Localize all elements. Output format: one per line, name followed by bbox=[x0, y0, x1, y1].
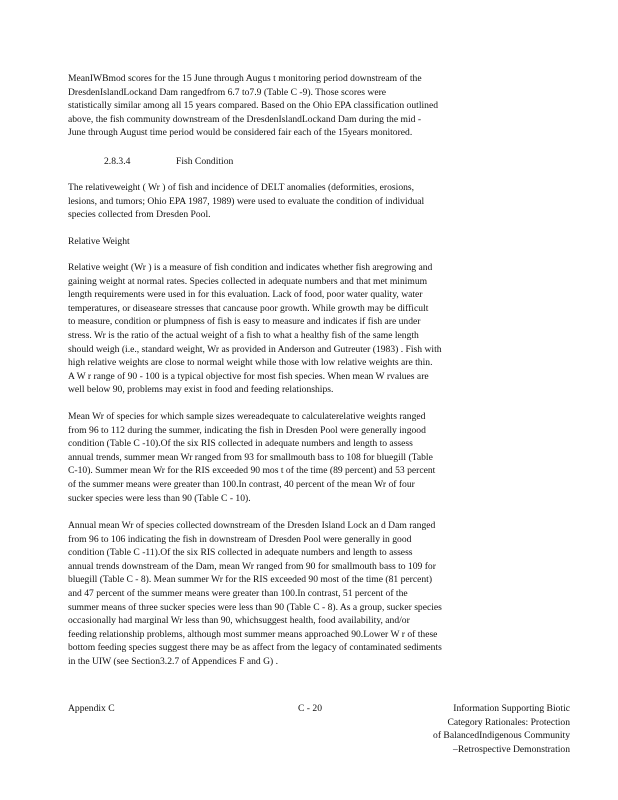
text-line: high relative weights are close to normal weight while those with low relative weights are thin. bbox=[68, 357, 433, 369]
paragraph-fish-condition bbox=[68, 181, 534, 222]
text-line: MeanIWBmod scores for the 15 June through Augus t monitoring period downstream of the bbox=[68, 73, 422, 84]
section-title: Fish Condition bbox=[176, 156, 234, 167]
text-line: Relative weight (Wr ) is a measure of fish condition and indicates whether fish aregrowing and bbox=[68, 262, 433, 273]
footer-title-line: Category Rationales: Protection bbox=[447, 716, 570, 728]
text-line: sucker species were less than 90 (Table C - 10). bbox=[68, 492, 251, 504]
text-line: well below 90, problems may exist in food and feeding relationships. bbox=[68, 384, 334, 396]
paragraph-relative-weight bbox=[68, 261, 534, 397]
text-line: Mean Wr of species for which sample sizes wereadequate to calculaterelative weights ranged bbox=[68, 411, 426, 422]
text-line: in the UIW (see Section3.2.7 of Appendices F and G) . bbox=[68, 655, 279, 667]
text-line: A W r range of 90 - 100 is a typical objective for most fish species. When mean W rvalues are bbox=[68, 370, 429, 382]
text-line: Annual mean Wr of species collected downstream of the Dresden Island Lock an d Dam ranged bbox=[68, 520, 436, 531]
text-line: condition (Table C -11).Of the six RIS collected in adequate numbers and length to assess bbox=[68, 547, 413, 559]
text-line: length requirements were used in for this evaluation. Lack of food, poor water quality, water bbox=[68, 289, 423, 301]
text-line: annual trends, summer mean Wr ranged from 93 for smallmouth bass to 108 for bluegill (Table bbox=[68, 451, 433, 463]
text-line: summer means of three sucker species were less than 90 (Table C - 8). As a group, sucker species bbox=[68, 601, 442, 613]
paragraph-iwb-scores bbox=[68, 72, 534, 140]
text-line: from 96 to 106 indicating the fish in downstream of Dresden Pool were generally in good bbox=[68, 533, 412, 545]
text-line: should weigh (i.e., standard weight, Wr as provided in Anderson and Gutreuter (1983) . Fish with bbox=[68, 343, 442, 355]
text-line: C-10). Summer mean Wr for the RIS exceeded 90 mos t of the time (89 percent) and 53 percent bbox=[68, 465, 436, 477]
text-line: feeding relationship problems, although most summer means approached 90.Lower W r of these bbox=[68, 628, 438, 640]
footer-title-line: –Retrospective Demonstration bbox=[453, 743, 570, 755]
text-line: DresdenIslandLockand Dam rangedfrom 6.7 to7.9 (Table C -9). Those scores were bbox=[68, 86, 387, 98]
text-line: species collected from Dresden Pool. bbox=[68, 209, 211, 221]
paragraph-annual-mean-wr bbox=[68, 519, 534, 669]
footer-appendix-label: Appendix C bbox=[68, 703, 115, 714]
footer-document-title bbox=[398, 702, 570, 756]
text-line: of the summer means were greater than 100.In contrast, 40 percent of the mean Wr of four bbox=[68, 478, 415, 490]
footer-title-line: of BalancedIndigenous Community bbox=[433, 730, 570, 742]
text-line: occasionally had marginal Wr less than 90, whichsuggest health, food availability, and/or bbox=[68, 615, 410, 627]
text-line: annual trends downstream of the Dam, mean Wr ranged from 90 for smallmouth bass to 109 for bbox=[68, 560, 436, 572]
text-line: from 96 to 112 during the summer, indicating the fish in Dresden Pool were generally ingood bbox=[68, 424, 426, 436]
text-line: temperatures, or diseaseare stresses that cancause poor growth. While growth may be difficult bbox=[68, 302, 429, 314]
text-line: stress. Wr is the ratio of the actual weight of a fish to what a healthy fish of the same length bbox=[68, 329, 419, 341]
text-line: June through August time period would be considered fair each of the 15years monitored. bbox=[68, 127, 413, 139]
text-line: lesions, and tumors; Ohio EPA 1987, 1989) were used to evaluate the condition of individual bbox=[68, 195, 425, 207]
text-line: bluegill (Table C - 8). Mean summer Wr for the RIS exceeded 90 most of the time (81 percent) bbox=[68, 574, 433, 586]
subheading-relative-weight: Relative Weight bbox=[68, 236, 130, 247]
text-line: condition (Table C -10).Of the six RIS collected in adequate numbers and length to assess bbox=[68, 438, 413, 450]
text-line: bottom feeding species suggest there may be as affect from the legacy of contaminated sediments bbox=[68, 642, 442, 654]
section-number: 2.8.3.4 bbox=[104, 156, 131, 167]
text-line: and 47 percent of the summer means were greater than 100.In contrast, 51 percent of the bbox=[68, 587, 408, 599]
text-line: gaining weight at normal rates. Species collected in adequate numbers and that met minimum bbox=[68, 275, 428, 287]
text-line: to measure, condition or plumpness of fish is easy to measure and indicates if fish are under bbox=[68, 316, 421, 328]
footer-page-number: C - 20 bbox=[298, 703, 322, 714]
text-line: The relativeweight ( Wr ) of fish and incidence of DELT anomalies (deformities, erosions, bbox=[68, 182, 415, 193]
text-line: above, the fish community downstream of the DresdenIslandLockand Dam during the mid - bbox=[68, 113, 422, 125]
footer-title-line: Information Supporting Biotic bbox=[453, 703, 570, 714]
paragraph-mean-wr-pool bbox=[68, 410, 534, 505]
text-line: statistically similar among all 15 years compared. Based on the Ohio EPA classification outlined bbox=[68, 100, 438, 112]
